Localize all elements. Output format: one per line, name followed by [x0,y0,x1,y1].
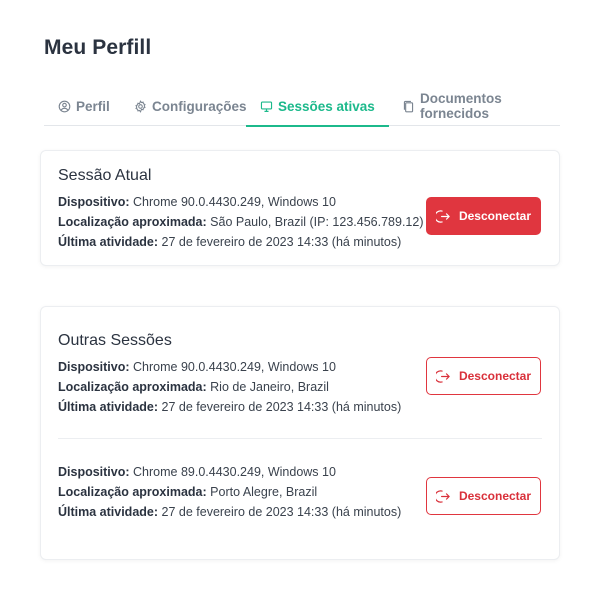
device-value: Chrome 89.0.4430.249, Windows 10 [133,465,336,479]
logout-icon [436,489,451,504]
tab-perfil[interactable] [58,86,110,126]
user-circle-icon [58,100,71,113]
activity-line: Última atividade: 27 de fevereiro de 2023 14:33 (há minutos) [58,235,402,249]
button-label: Desconectar [458,489,532,503]
disconnect-session-2-button[interactable] [426,477,541,515]
tab-label: Perfil [76,98,110,114]
device-line: Dispositivo: Chrome 90.0.4430.249, Windows 10 [58,360,336,374]
location-line: Localização aproximada: Porto Alegre, Brazil [58,485,318,499]
documents-icon [402,100,415,113]
current-session-title: Sessão Atual [58,167,152,184]
logout-icon [436,209,451,224]
tab-configuracoes[interactable] [134,86,247,126]
activity-line: Última atividade: 27 de fevereiro de 2023 14:33 (há minutos) [58,400,402,414]
tab-sessoes-ativas[interactable] [260,86,375,126]
other-sessions-title: Outras Sessões [58,332,172,349]
device-value: Chrome 90.0.4430.249, Windows 10 [133,195,336,209]
button-label: Desconectar [458,209,532,223]
activity-value: 27 de fevereiro de 2023 14:33 (há minutos) [161,235,402,249]
disconnect-current-button[interactable] [426,197,541,235]
location-value: Porto Alegre, Brazil [210,485,318,499]
activity-value: 27 de fevereiro de 2023 14:33 (há minutos) [161,505,402,519]
disconnect-session-1-button[interactable] [426,357,541,395]
gear-icon [134,100,147,113]
activity-value: 27 de fevereiro de 2023 14:33 (há minutos) [161,400,402,414]
location-line: Localização aproximada: Rio de Janeiro, Brazil [58,380,329,394]
device-line: Dispositivo: Chrome 89.0.4430.249, Windows 10 [58,465,336,479]
location-line: Localização aproximada: São Paulo, Brazil (IP: 123.456.789.12) [58,215,424,229]
monitor-icon [260,100,273,113]
logout-icon [436,369,451,384]
tab-documentos-fornecidos[interactable] [402,86,560,126]
tab-label: Documentos fornecidos [420,91,502,121]
other-sessions-card [40,306,560,560]
tab-label: Configurações [152,98,247,114]
button-label: Desconectar [458,369,532,383]
location-value: São Paulo, Brazil (IP: 123.456.789.12) [210,215,424,229]
session-divider [58,438,542,439]
tab-label: Sessões ativas [278,98,375,114]
device-line: Dispositivo: Chrome 90.0.4430.249, Windows 10 [58,195,336,209]
profile-tabs [44,86,560,126]
device-value: Chrome 90.0.4430.249, Windows 10 [133,360,336,374]
activity-line: Última atividade: 27 de fevereiro de 2023 14:33 (há minutos) [58,505,402,519]
current-session-card [40,150,560,266]
page-title: Meu Perfill [44,36,152,59]
location-value: Rio de Janeiro, Brazil [210,380,329,394]
